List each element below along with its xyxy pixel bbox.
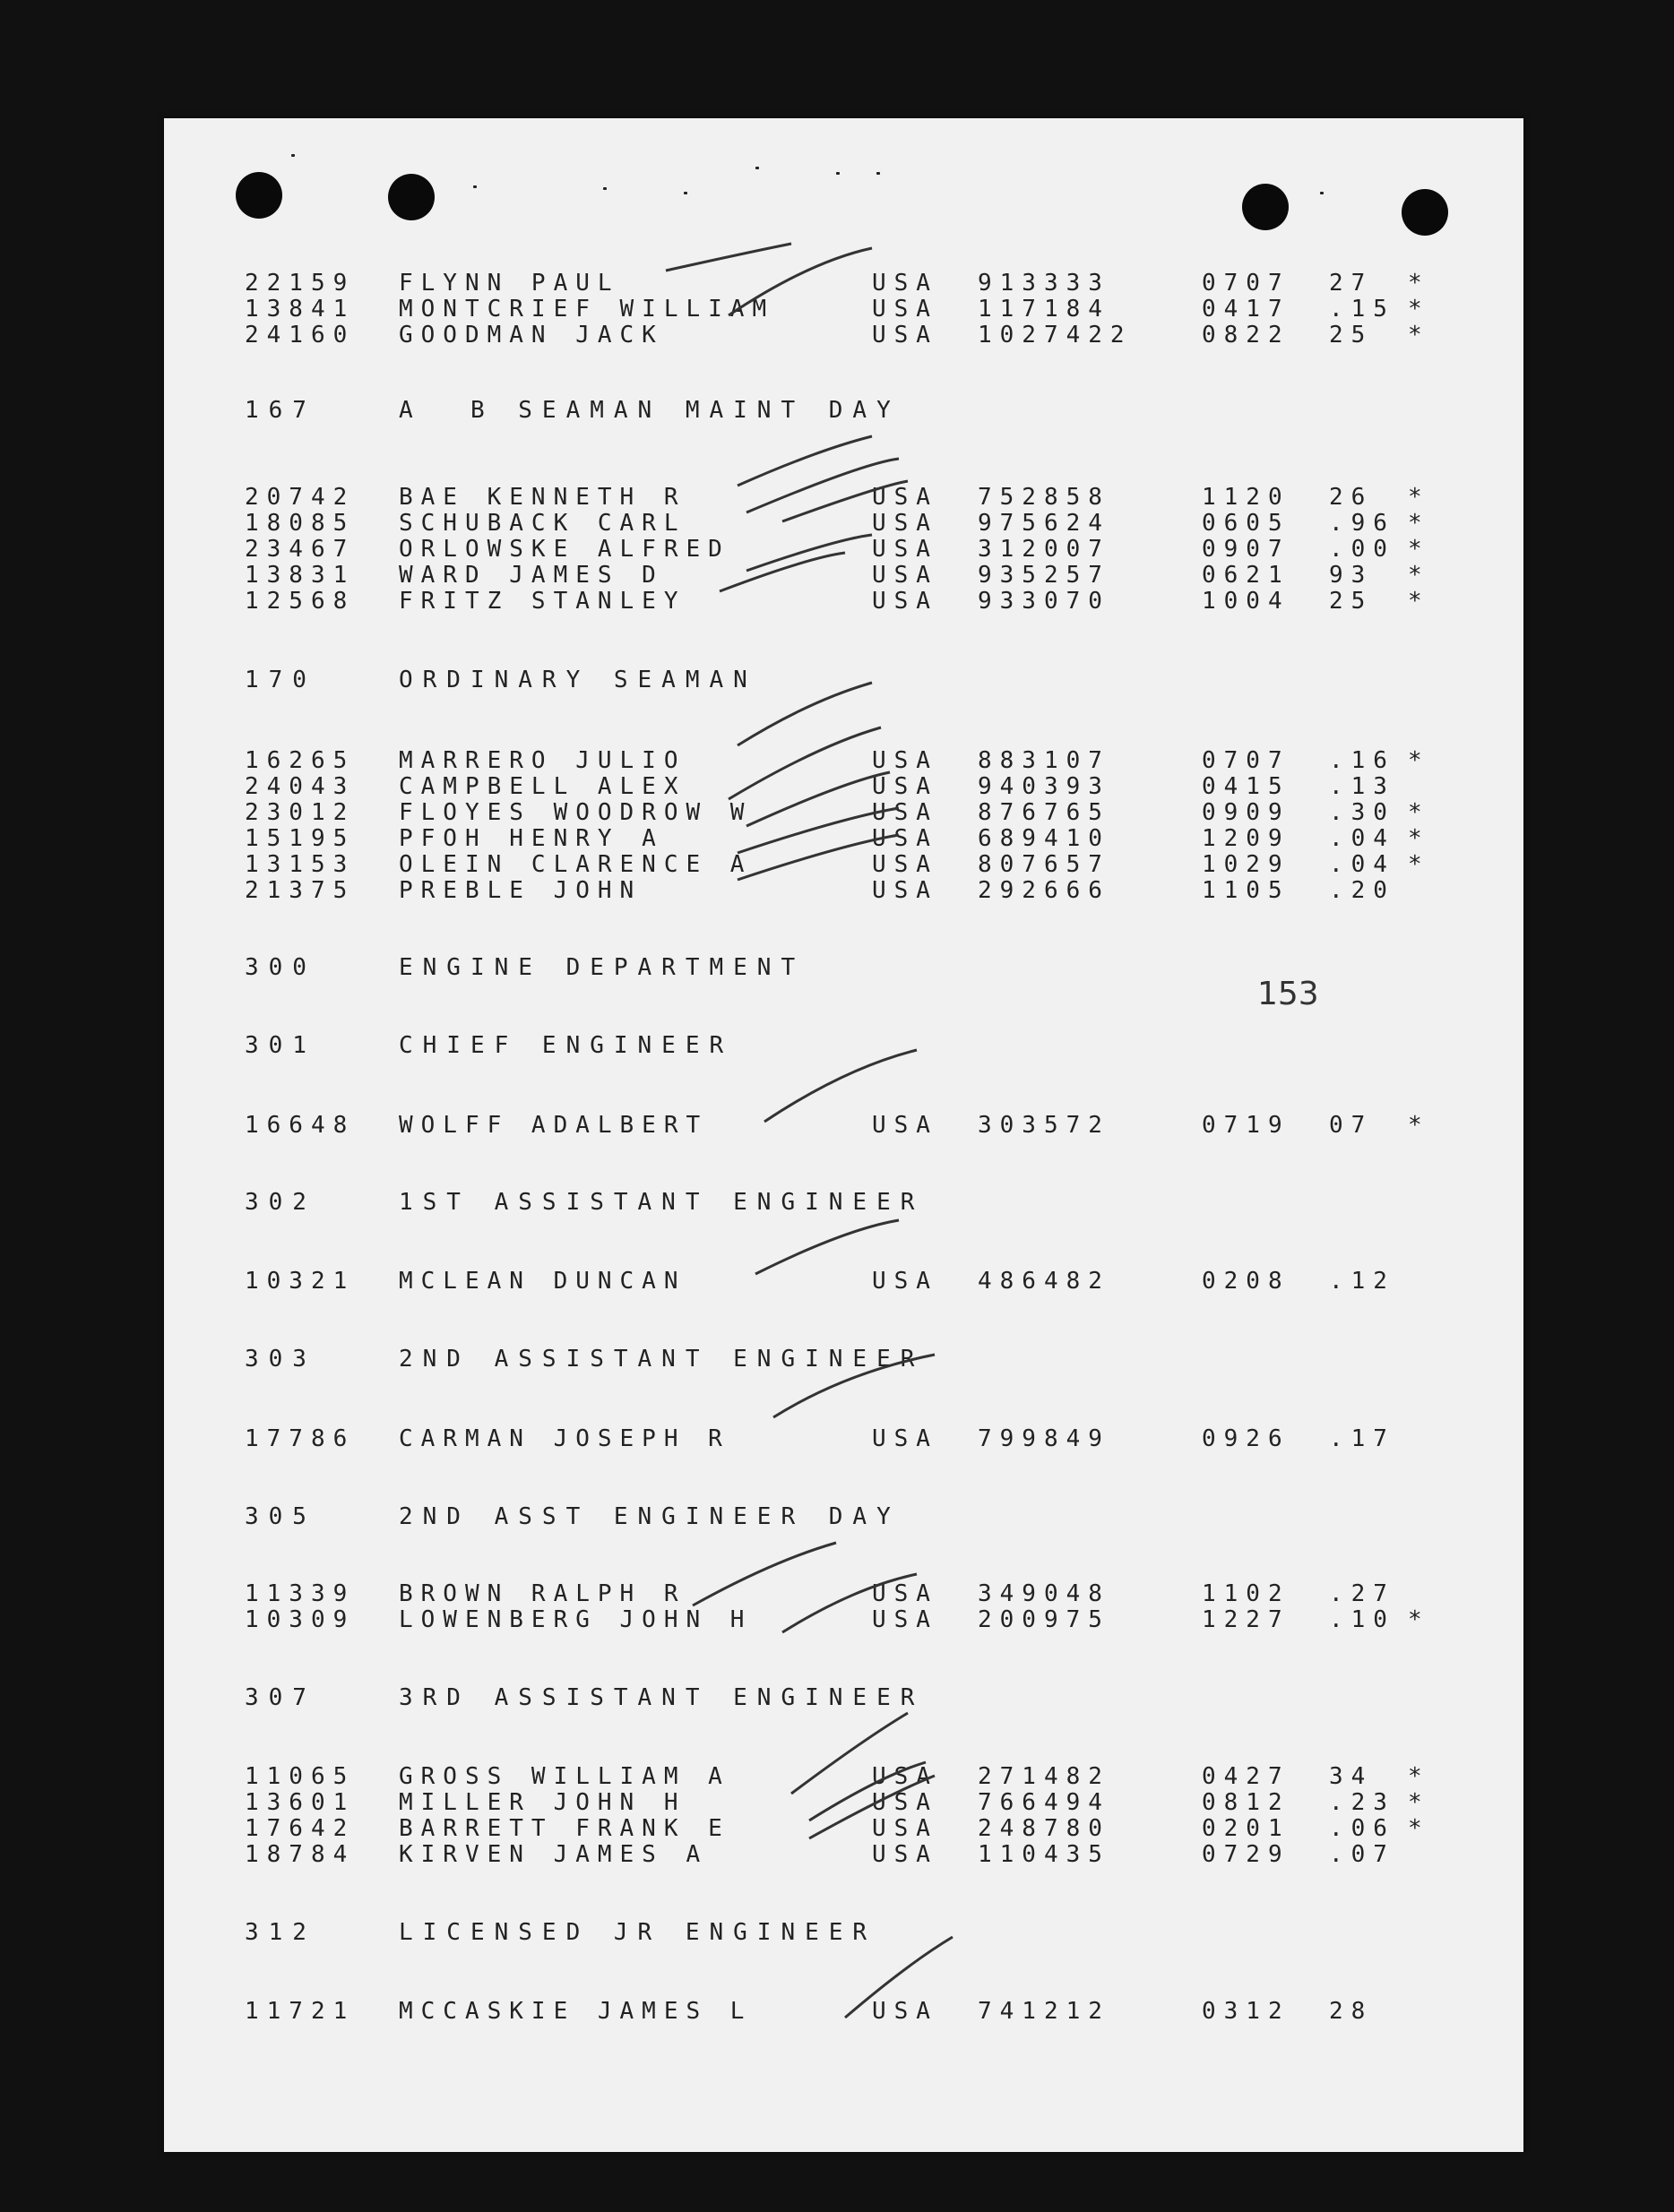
section-header [164,1503,1523,1532]
entry-pct: 34 [1329,1763,1374,1790]
entry-citizenship: USA [872,799,938,826]
crew-entry-row [164,1998,1523,2027]
entry-id: 11339 [245,1580,356,1607]
entry-id: 11721 [245,1998,356,2025]
punch-hole [388,174,435,220]
entry-citizenship: USA [872,536,938,563]
entry-mark: * [1408,1763,1430,1790]
entry-mark: * [1408,296,1430,323]
entry-name: LOWENBERG JOHN H [399,1606,753,1633]
section-code: 307 [245,1684,316,1711]
ink-speck [876,172,880,175]
entry-number: 975624 [978,510,1110,537]
entry-pct: .00 [1329,536,1395,563]
crew-entry-row [164,799,1523,828]
section-code: 301 [245,1032,316,1059]
entry-mark: * [1408,1606,1430,1633]
entry-date: 0312 [1202,1998,1290,2025]
entry-pct: 28 [1329,1998,1374,2025]
entry-mark: * [1408,588,1430,615]
entry-name: PREBLE JOHN [399,877,643,904]
section-title: ORDINARY SEAMAN [399,667,757,693]
entry-number: 292666 [978,877,1110,904]
entry-name: GOODMAN JACK [399,322,664,349]
entry-date: 0201 [1202,1815,1290,1842]
entry-mark: * [1408,562,1430,589]
crew-entry-row [164,1425,1523,1454]
entry-id: 21375 [245,877,356,904]
entry-number: 312007 [978,536,1110,563]
crew-entry-row [164,1268,1523,1296]
entry-mark: * [1408,799,1430,826]
entry-pct: .13 [1329,773,1395,800]
entry-pct: .10 [1329,1606,1395,1633]
entry-pct: 25 [1329,322,1374,349]
ink-speck [603,187,607,190]
entry-mark: * [1408,322,1430,349]
entry-name: ORLOWSKE ALFRED [399,536,730,563]
section-title: LICENSED JR ENGINEER [399,1919,877,1946]
entry-id: 15195 [245,825,356,852]
entry-number: 876765 [978,799,1110,826]
entry-pct: .20 [1329,877,1395,904]
entry-name: FRITZ STANLEY [399,588,686,615]
crew-entry-row [164,588,1523,616]
entry-mark: * [1408,536,1430,563]
entry-name: SCHUBACK CARL [399,510,686,537]
entry-id: 13831 [245,562,356,589]
entry-citizenship: USA [872,510,938,537]
entry-pct: 27 [1329,270,1374,297]
entry-pct: .27 [1329,1580,1395,1607]
entry-citizenship: USA [872,1998,938,2025]
crew-entry-row [164,877,1523,906]
entry-name: OLEIN CLARENCE A [399,851,753,878]
ink-speck [684,192,687,194]
entry-mark: * [1408,851,1430,878]
entry-number: 349048 [978,1580,1110,1607]
entry-number: 248780 [978,1815,1110,1842]
section-title: 2ND ASSISTANT ENGINEER [399,1346,925,1373]
entry-date: 1227 [1202,1606,1290,1633]
entry-id: 24160 [245,322,356,349]
entry-pct: .96 [1329,510,1395,537]
entry-date: 0909 [1202,799,1290,826]
entry-citizenship: USA [872,851,938,878]
entry-number: 752858 [978,484,1110,511]
entry-citizenship: USA [872,773,938,800]
entry-id: 10309 [245,1606,356,1633]
check-mark [755,1220,899,1274]
entry-id: 22159 [245,270,356,297]
section-header [164,1684,1523,1713]
entry-mark: * [1408,747,1430,774]
entry-citizenship: USA [872,1580,938,1607]
crew-entry-row [164,1815,1523,1844]
section-code: 305 [245,1503,316,1530]
crew-entry-row [164,536,1523,564]
entry-mark: * [1408,1789,1430,1816]
entry-date: 0729 [1202,1841,1290,1868]
entry-citizenship: USA [872,1789,938,1816]
ink-speck [1320,192,1324,194]
section-code: 302 [245,1189,316,1216]
entry-date: 0707 [1202,270,1290,297]
entry-id: 10321 [245,1268,356,1295]
entry-pct: 25 [1329,588,1374,615]
entry-citizenship: USA [872,747,938,774]
entry-name: BAE KENNETH R [399,484,686,511]
entry-date: 0417 [1202,296,1290,323]
entry-pct: .30 [1329,799,1395,826]
entry-number: 741212 [978,1998,1110,2025]
section-code: 312 [245,1919,316,1946]
entry-name: FLOYES WOODROW W [399,799,753,826]
section-title: A B SEAMAN MAINT DAY [399,397,901,424]
entry-citizenship: USA [872,1268,938,1295]
entry-number: 799849 [978,1425,1110,1452]
entry-date: 1105 [1202,877,1290,904]
entry-pct: .04 [1329,851,1395,878]
entry-citizenship: USA [872,1841,938,1868]
entry-number: 935257 [978,562,1110,589]
section-title: ENGINE DEPARTMENT [399,954,806,981]
entry-date: 0605 [1202,510,1290,537]
entry-id: 12568 [245,588,356,615]
entry-number: 486482 [978,1268,1110,1295]
entry-pct: 93 [1329,562,1374,589]
ink-speck [291,154,295,157]
punch-hole [236,172,282,219]
section-header [164,667,1523,695]
entry-pct: .16 [1329,747,1395,774]
crew-entry-row [164,322,1523,350]
entry-citizenship: USA [872,588,938,615]
section-title: 1ST ASSISTANT ENGINEER [399,1189,925,1216]
entry-pct: .07 [1329,1841,1395,1868]
crew-entry-row [164,825,1523,854]
crew-entry-row [164,1580,1523,1609]
entry-number: 200975 [978,1606,1110,1633]
entry-date: 1120 [1202,484,1290,511]
entry-mark: * [1408,825,1430,852]
entry-name: MCCASKIE JAMES L [399,1998,753,2025]
entry-pct: .12 [1329,1268,1395,1295]
entry-name: CARMAN JOSEPH R [399,1425,730,1452]
entry-date: 0719 [1202,1112,1290,1139]
entry-pct: .06 [1329,1815,1395,1842]
entry-id: 23012 [245,799,356,826]
entry-pct: 07 [1329,1112,1374,1139]
entry-id: 16265 [245,747,356,774]
entry-name: MARRERO JULIO [399,747,686,774]
section-header [164,397,1523,426]
entry-date: 1029 [1202,851,1290,878]
section-title: CHIEF ENGINEER [399,1032,734,1059]
crew-entry-row [164,1763,1523,1792]
crew-entry-row [164,562,1523,590]
entry-mark: * [1408,1112,1430,1139]
crew-entry-row [164,484,1523,512]
entry-id: 20742 [245,484,356,511]
entry-id: 23467 [245,536,356,563]
section-code: 167 [245,397,316,424]
entry-id: 24043 [245,773,356,800]
crew-entry-row [164,296,1523,324]
punch-hole [1242,184,1289,230]
entry-citizenship: USA [872,877,938,904]
entry-date: 0822 [1202,322,1290,349]
entry-mark: * [1408,484,1430,511]
entry-number: 766494 [978,1789,1110,1816]
entry-date: 1209 [1202,825,1290,852]
entry-id: 13153 [245,851,356,878]
entry-date: 0415 [1202,773,1290,800]
crew-entry-row [164,1789,1523,1818]
document-page [164,118,1523,2152]
entry-citizenship: USA [872,1763,938,1790]
entry-date: 0707 [1202,747,1290,774]
entry-id: 17642 [245,1815,356,1842]
section-header [164,1346,1523,1374]
section-header [164,1189,1523,1218]
punch-hole [1402,189,1448,236]
entry-citizenship: USA [872,1815,938,1842]
entry-citizenship: USA [872,270,938,297]
entry-id: 13601 [245,1789,356,1816]
entry-pct: .17 [1329,1425,1395,1452]
entry-number: 303572 [978,1112,1110,1139]
entry-date: 0812 [1202,1789,1290,1816]
section-header [164,1032,1523,1061]
entry-date: 0427 [1202,1763,1290,1790]
crew-entry-row [164,747,1523,776]
section-code: 303 [245,1346,316,1373]
entry-number: 110435 [978,1841,1110,1868]
entry-mark: * [1408,1815,1430,1842]
entry-pct: 26 [1329,484,1374,511]
entry-date: 0926 [1202,1425,1290,1452]
section-header [164,954,1523,983]
entry-citizenship: USA [872,825,938,852]
check-mark [764,1050,917,1122]
entry-citizenship: USA [872,1606,938,1633]
entry-name: FLYNN PAUL [399,270,620,297]
entry-number: 913333 [978,270,1110,297]
entry-date: 0907 [1202,536,1290,563]
crew-entry-row [164,851,1523,880]
entry-id: 13841 [245,296,356,323]
entry-name: KIRVEN JAMES A [399,1841,709,1868]
section-title: 2ND ASST ENGINEER DAY [399,1503,901,1530]
entry-date: 1004 [1202,588,1290,615]
entry-date: 0208 [1202,1268,1290,1295]
ink-speck [836,172,840,175]
entry-name: MCLEAN DUNCAN [399,1268,686,1295]
entry-citizenship: USA [872,1425,938,1452]
entry-number: 117184 [978,296,1110,323]
section-code: 170 [245,667,316,693]
entry-name: CAMPBELL ALEX [399,773,686,800]
entry-number: 689410 [978,825,1110,852]
entry-mark: * [1408,270,1430,297]
entry-number: 1027422 [978,322,1133,349]
entry-name: PFOH HENRY A [399,825,664,852]
ink-speck [473,185,477,188]
entry-name: BROWN RALPH R [399,1580,686,1607]
page-number: 153 [1257,976,1319,1012]
crew-entry-row [164,1112,1523,1140]
entry-number: 883107 [978,747,1110,774]
check-mark [666,244,791,271]
section-title: 3RD ASSISTANT ENGINEER [399,1684,925,1711]
entry-date: 1102 [1202,1580,1290,1607]
entry-citizenship: USA [872,562,938,589]
crew-entry-row [164,510,1523,538]
entry-id: 11065 [245,1763,356,1790]
entry-citizenship: USA [872,484,938,511]
entry-id: 18784 [245,1841,356,1868]
entry-pct: .23 [1329,1789,1395,1816]
entry-name: BARRETT FRANK E [399,1815,730,1842]
entry-citizenship: USA [872,1112,938,1139]
entry-number: 807657 [978,851,1110,878]
entry-number: 940393 [978,773,1110,800]
entry-pct: .15 [1329,296,1395,323]
crew-entry-row [164,773,1523,802]
entry-id: 16648 [245,1112,356,1139]
entry-name: WOLFF ADALBERT [399,1112,709,1139]
entry-name: MONTCRIEF WILLIAM [399,296,775,323]
entry-citizenship: USA [872,296,938,323]
entry-date: 0621 [1202,562,1290,589]
entry-id: 17786 [245,1425,356,1452]
crew-entry-row [164,270,1523,298]
entry-number: 933070 [978,588,1110,615]
crew-entry-row [164,1606,1523,1635]
entry-pct: .04 [1329,825,1395,852]
entry-id: 18085 [245,510,356,537]
entry-mark: * [1408,510,1430,537]
entry-name: MILLER JOHN H [399,1789,686,1816]
entry-name: GROSS WILLIAM A [399,1763,730,1790]
entry-number: 271482 [978,1763,1110,1790]
entry-name: WARD JAMES D [399,562,664,589]
check-mark [738,436,872,486]
entry-citizenship: USA [872,322,938,349]
section-code: 300 [245,954,316,981]
ink-speck [755,167,759,169]
section-header [164,1919,1523,1948]
crew-entry-row [164,1841,1523,1870]
